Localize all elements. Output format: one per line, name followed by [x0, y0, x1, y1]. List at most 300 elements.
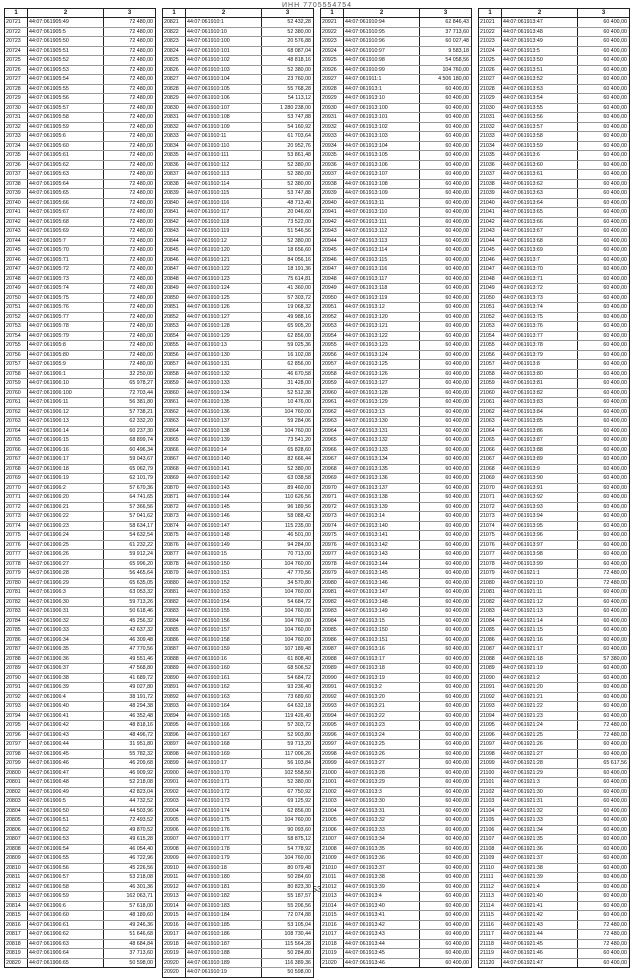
cadastral-value: 73 522,00: [287, 218, 311, 225]
cadastral-number: 44:07:061913:64: [502, 199, 578, 208]
table-row: [163, 949, 313, 959]
cadastral-number: 44:07:061910:122: [186, 265, 262, 274]
row-number: 20769: [5, 474, 28, 483]
cadastral-value: 104 760,00: [442, 66, 469, 73]
row-number: 20722: [5, 28, 28, 37]
cadastral-value: 60 400,00: [603, 912, 627, 918]
cadastral-value: 60 400,00: [603, 503, 627, 510]
table-row: [5, 512, 155, 522]
row-number: 20898: [163, 750, 186, 759]
table-row: [163, 303, 313, 313]
cadastral-value: 60 400,00: [603, 19, 627, 25]
table-row: [5, 474, 155, 484]
cadastral-number: 44:07:061906:56: [28, 864, 104, 873]
table-row: [321, 636, 471, 646]
cadastral-number: 44:07:061905:8: [28, 341, 104, 350]
row-number: 20803: [5, 797, 28, 806]
cadastral-value: 60 400,00: [603, 703, 627, 709]
table-row: [163, 940, 313, 950]
cadastral-value: 57 618,00: [129, 902, 153, 909]
row-number: 20979: [321, 569, 344, 578]
cadastral-value: 52 380,00: [287, 161, 311, 168]
row-number: 20894: [163, 712, 186, 721]
cadastral-number: 44:07:061910:181: [186, 883, 262, 892]
cadastral-value: 72 480,00: [129, 304, 153, 310]
table-row: [321, 332, 471, 342]
table-row: [163, 56, 313, 66]
cadastral-number: 44:07:061921:28: [502, 759, 578, 768]
cadastral-value: 72 480,00: [129, 76, 153, 82]
table-row: [321, 379, 471, 389]
cadastral-number: 44:07:061910:140: [186, 455, 262, 464]
row-number: 20909: [163, 854, 186, 863]
cadastral-value: 60 400,00: [603, 560, 627, 567]
row-number: 20822: [163, 28, 186, 37]
cadastral-value: 50 598,00: [287, 969, 311, 975]
cadastral-number: 44:07:061910:134: [186, 389, 262, 398]
table-row: [163, 427, 313, 437]
table-row: [321, 816, 471, 826]
cadastral-number: 44:07:061913:13: [344, 408, 420, 417]
row-number: 21068: [479, 465, 502, 474]
cadastral-number: 44:07:061910:127: [186, 313, 262, 322]
table-row: [163, 921, 313, 931]
row-number: 21008: [321, 845, 344, 854]
cadastral-value: 20 576,88: [287, 38, 311, 44]
table-row: [479, 151, 629, 161]
row-number: 20912: [163, 883, 186, 892]
cadastral-value: 72 480,00: [129, 95, 153, 101]
table-row: [163, 930, 313, 940]
row-number: 20798: [5, 750, 28, 759]
cadastral-value: 72 480,00: [129, 342, 153, 348]
cadastral-value: 60 400,00: [445, 712, 469, 719]
cadastral-number: 44:07:061910:148: [186, 531, 262, 540]
row-number: 21021: [479, 18, 502, 27]
cadastral-number: 44:07:061910:152: [186, 579, 262, 588]
row-number: 20993: [321, 702, 344, 711]
cadastral-value: 60 400,00: [603, 465, 627, 472]
table-row: [5, 123, 155, 133]
cadastral-number: 44:07:061913:46: [344, 959, 420, 968]
cadastral-number: 44:07:061913:148: [344, 598, 420, 607]
table-row: [321, 579, 471, 589]
row-number: 20807: [5, 835, 28, 844]
row-number: 20942: [321, 218, 344, 227]
table-row: [163, 826, 313, 836]
table-row: [5, 598, 155, 608]
cadastral-number: 44:07:061906:45: [28, 750, 104, 759]
cadastral-value: 59 025,36: [287, 342, 311, 348]
row-number: 20753: [5, 322, 28, 331]
cadastral-value: 60 400,00: [445, 275, 469, 282]
cadastral-value: 60 400,00: [445, 389, 469, 396]
cadastral-number: 44:07:061910:188: [186, 949, 262, 958]
cadastral-value: 45 226,56: [129, 864, 153, 871]
row-number: 21024: [479, 47, 502, 56]
table-row: [5, 199, 155, 209]
cadastral-number: 44:07:061921:39: [502, 873, 578, 882]
row-number: 20926: [321, 66, 344, 75]
row-number: 20820: [5, 959, 28, 968]
table-row: [163, 560, 313, 570]
cadastral-value: 60 400,00: [445, 826, 469, 833]
table-row: [321, 949, 471, 959]
cadastral-number: 44:07:061910:103: [186, 66, 262, 75]
table-row: [163, 37, 313, 47]
cadastral-number: 44:07:061906:20: [28, 493, 104, 502]
cadastral-number: 44:07:061906:61: [28, 921, 104, 930]
row-number: 21093: [479, 702, 502, 711]
cadastral-value: 65 828,60: [287, 446, 311, 453]
cadastral-value: 60 400,00: [445, 484, 469, 491]
row-number: 20983: [321, 607, 344, 616]
cadastral-number: 44:07:061913:72: [502, 284, 578, 293]
cadastral-number: 44:07:061913:50: [502, 56, 578, 65]
cadastral-number: 44:07:061913:54: [502, 94, 578, 103]
column-header: 2: [344, 9, 420, 17]
cadastral-number: 44:07:061910:150: [186, 560, 262, 569]
table-row: [479, 170, 629, 180]
table-row: [479, 436, 629, 446]
cadastral-number: 44:07:061906:31: [28, 607, 104, 616]
row-number: 20865: [163, 436, 186, 445]
cadastral-number: 44:07:061913:121: [344, 322, 420, 331]
cadastral-number: 44:07:061913:129: [344, 398, 420, 407]
cadastral-number: 44:07:061913:43: [344, 930, 420, 939]
cadastral-value: 60 400,00: [603, 323, 627, 329]
cadastral-number: 44:07:061910:132: [186, 370, 262, 379]
cadastral-value: 72 480,00: [129, 323, 153, 329]
cadastral-value: 60 400,00: [603, 47, 627, 54]
table-row: [5, 417, 155, 427]
table-row: [5, 579, 155, 589]
table-row: [479, 161, 629, 171]
table-row: [5, 170, 155, 180]
cadastral-number: 44:07:061913:143: [344, 550, 420, 559]
row-number: 20984: [321, 617, 344, 626]
cadastral-number: 44:07:061913:56: [502, 113, 578, 122]
cadastral-value: 94 284,00: [287, 541, 311, 548]
row-number: 20917: [163, 930, 186, 939]
cadastral-value: 60 400,00: [445, 769, 469, 776]
cadastral-value: 67 750,92: [287, 788, 311, 795]
table-row: [479, 778, 629, 788]
row-number: 20996: [321, 731, 344, 740]
row-number: 20949: [321, 284, 344, 293]
table-row: [5, 721, 155, 731]
row-number: 20915: [163, 911, 186, 920]
table-row: [163, 674, 313, 684]
row-number: 20827: [163, 75, 186, 84]
cadastral-value: 60 400,00: [445, 342, 469, 348]
cadastral-value: 60 400,00: [445, 133, 469, 139]
row-number: 21005: [321, 816, 344, 825]
row-number: 20964: [321, 427, 344, 436]
table-row: [321, 845, 471, 855]
cadastral-value: 54 058,56: [445, 57, 469, 63]
cadastral-value: 72 480,00: [129, 152, 153, 158]
row-number: 20895: [163, 721, 186, 730]
row-number: 20959: [321, 379, 344, 388]
row-number: 20778: [5, 560, 28, 569]
row-number: 20755: [5, 341, 28, 350]
row-number: 20931: [321, 113, 344, 122]
cadastral-number: 44:07:061910:113: [186, 170, 262, 179]
cadastral-value: 60 400,00: [603, 532, 627, 538]
row-number: 20844: [163, 237, 186, 246]
cadastral-number: 44:07:061913:98: [502, 550, 578, 559]
row-number: 21098: [479, 750, 502, 759]
table-row: [163, 693, 313, 703]
cadastral-number: 44:07:061913:47: [502, 18, 578, 27]
table-row: [479, 873, 629, 883]
cadastral-number: 44:07:061910:19: [186, 968, 262, 977]
cadastral-value: 60 400,00: [445, 228, 469, 234]
row-number: 20890: [163, 674, 186, 683]
cadastral-value: 72 480,00: [603, 722, 627, 728]
row-number: 21073: [479, 512, 502, 521]
row-number: 20960: [321, 389, 344, 398]
table-row: [163, 322, 313, 332]
cadastral-value: 46 501,00: [287, 532, 311, 538]
cadastral-value: 61 808,40: [287, 655, 311, 662]
cadastral-value: 60 237,30: [129, 427, 153, 434]
table-row: [479, 455, 629, 465]
cadastral-value: 60 400,00: [603, 427, 627, 434]
cadastral-value: 60 400,00: [445, 142, 469, 149]
cadastral-value: 55 768,28: [287, 85, 311, 92]
row-number: 20775: [5, 531, 28, 540]
row-number: 20902: [163, 788, 186, 797]
cadastral-number: 44:07:061906:54: [28, 845, 104, 854]
table-row: [479, 256, 629, 266]
row-number: 20744: [5, 237, 28, 246]
table-row: [321, 47, 471, 57]
row-number: 20764: [5, 427, 28, 436]
row-number: 20739: [5, 189, 28, 198]
cadastral-number: 44:07:061906:10: [28, 379, 104, 388]
table-row: [479, 427, 629, 437]
table-row: [5, 370, 155, 380]
cadastral-value: 60 400,00: [603, 826, 627, 833]
cadastral-value: 60 400,00: [445, 798, 469, 804]
table-row: [321, 911, 471, 921]
cadastral-number: 44:07:061906:58: [28, 883, 104, 892]
cadastral-value: 60 400,00: [603, 959, 627, 966]
cadastral-value: 60 400,00: [445, 465, 469, 472]
cadastral-number: 44:07:061906:25: [28, 541, 104, 550]
cadastral-number: 44:07:061906:5: [28, 797, 104, 806]
cadastral-value: 60 400,00: [445, 788, 469, 795]
row-number: 21091: [479, 683, 502, 692]
table-row: [321, 322, 471, 332]
table-row: [5, 436, 155, 446]
column-header: 2: [502, 9, 578, 17]
column-header: 3: [127, 10, 132, 16]
row-number: 20963: [321, 417, 344, 426]
table-row: [479, 37, 629, 47]
cadastral-value: 57 041,62: [129, 513, 153, 519]
cadastral-value: 60 400,00: [445, 95, 469, 101]
cadastral-value: 60 400,00: [603, 684, 627, 690]
table-row: [479, 199, 629, 209]
row-number: 20961: [321, 398, 344, 407]
cadastral-number: 44:07:061913:48: [502, 28, 578, 37]
cadastral-number: 44:07:061913:19: [344, 674, 420, 683]
cadastral-number: 44:07:061921:46: [502, 949, 578, 958]
row-number: 20861: [163, 398, 186, 407]
table-row: [5, 189, 155, 199]
table-row: [163, 436, 313, 446]
row-number: 20795: [5, 721, 28, 730]
table-row: [479, 503, 629, 513]
table-row: [5, 66, 155, 76]
row-number: 21023: [479, 37, 502, 46]
table-row: [321, 151, 471, 161]
cadastral-value: 60 400,00: [603, 589, 627, 595]
cadastral-number: 44:07:061913:116: [344, 265, 420, 274]
row-number: 20970: [321, 484, 344, 493]
table-row: [163, 512, 313, 522]
cadastral-value: 60 400,00: [603, 256, 627, 263]
row-number: 20920: [163, 959, 186, 968]
cadastral-number: 44:07:061913:109: [344, 189, 420, 198]
row-number: 21048: [479, 275, 502, 284]
table-row: [321, 18, 471, 28]
cadastral-number: 44:07:061921:31: [502, 797, 578, 806]
cadastral-value: 53 747,88: [287, 114, 311, 120]
table-row: [321, 493, 471, 503]
cadastral-value: 60 400,00: [603, 152, 627, 158]
row-number: 21064: [479, 427, 502, 436]
cadastral-value: 51 646,68: [129, 931, 153, 937]
row-number: 20935: [321, 151, 344, 160]
cadastral-value: 60 400,00: [445, 494, 469, 500]
cadastral-number: 44:07:061913:7: [502, 256, 578, 265]
cadastral-value: 54 632,54: [129, 532, 153, 538]
cadastral-number: 44:07:061913:23: [344, 721, 420, 730]
cadastral-value: 60 400,00: [445, 665, 469, 671]
cadastral-value: 60 400,00: [603, 142, 627, 149]
row-number: 21067: [479, 455, 502, 464]
cadastral-value: 60 400,00: [603, 864, 627, 871]
cadastral-number: 44:07:061905:63: [28, 170, 104, 179]
cadastral-number: 44:07:061906:13: [28, 417, 104, 426]
row-number: 21007: [321, 835, 344, 844]
cadastral-value: 54 684,72: [287, 598, 311, 605]
cadastral-value: 60 400,00: [445, 323, 469, 329]
table-row: [321, 731, 471, 741]
row-number: 21096: [479, 731, 502, 740]
table-row: [479, 332, 629, 342]
table-row: [321, 417, 471, 427]
table-row: [479, 854, 629, 864]
row-number: 20986: [321, 636, 344, 645]
row-number: 21039: [479, 189, 502, 198]
table-row: [163, 845, 313, 855]
table-row: [163, 370, 313, 380]
row-number: 20929: [321, 94, 344, 103]
row-number: 21035: [479, 151, 502, 160]
row-number: 20887: [163, 645, 186, 654]
cadastral-number: 44:07:061913:147: [344, 588, 420, 597]
row-number: 20731: [5, 113, 28, 122]
table-row: [321, 313, 471, 323]
cadastral-value: 61 232,22: [129, 541, 153, 548]
cadastral-value: 72 480,00: [129, 161, 153, 168]
table-row: [321, 28, 471, 38]
table-row: [479, 512, 629, 522]
row-number: 20941: [321, 208, 344, 217]
cadastral-number: 44:07:061913:134: [344, 455, 420, 464]
column-header: 2: [186, 9, 262, 17]
table-row: [321, 123, 471, 133]
table-row: [5, 607, 155, 617]
cadastral-value: 60 400,00: [603, 484, 627, 491]
cadastral-value: 18 656,60: [287, 247, 311, 253]
row-number: 20788: [5, 655, 28, 664]
row-number: 21108: [479, 845, 502, 854]
cadastral-value: 60 400,00: [603, 285, 627, 291]
cadastral-number: 44:07:061913:27: [344, 759, 420, 768]
row-number: 20760: [5, 389, 28, 398]
row-number: 20880: [163, 579, 186, 588]
cadastral-value: 60 400,00: [445, 161, 469, 168]
table-row: [163, 313, 313, 323]
cadastral-number: 44:07:061906:1: [28, 370, 104, 379]
cadastral-value: 60 400,00: [445, 418, 469, 424]
table-row: [479, 702, 629, 712]
row-number: 21055: [479, 341, 502, 350]
cadastral-value: 60 400,00: [445, 636, 469, 643]
row-number: 20918: [163, 940, 186, 949]
cadastral-value: 60 400,00: [603, 304, 627, 310]
table-row: [163, 493, 313, 503]
cadastral-number: 44:07:061906:15: [28, 436, 104, 445]
cadastral-value: 104 760,00: [284, 627, 311, 633]
cadastral-number: 44:07:061910:98: [344, 56, 420, 65]
cadastral-value: 57 303,72: [287, 722, 311, 728]
row-number: 21016: [321, 921, 344, 930]
row-number: 20981: [321, 588, 344, 597]
table-row: [479, 484, 629, 494]
table-row: [321, 474, 471, 484]
cadastral-number: 44:07:061913:127: [344, 379, 420, 388]
cadastral-value: 75 614,81: [287, 275, 311, 282]
table-row: [163, 902, 313, 912]
table-row: [5, 769, 155, 779]
row-number: 20728: [5, 85, 28, 94]
cadastral-number: 44:07:061921:13: [502, 607, 578, 616]
row-number: 20966: [321, 446, 344, 455]
cadastral-value: 60 400,00: [445, 152, 469, 158]
cadastral-value: 104 760,00: [284, 408, 311, 415]
table-row: [5, 265, 155, 275]
cadastral-value: 110 626,56: [284, 494, 311, 500]
row-number: 21004: [321, 807, 344, 816]
row-number: 21053: [479, 322, 502, 331]
cadastral-number: 44:07:061905:51: [28, 47, 104, 56]
table-row: [479, 370, 629, 380]
row-number: 20810: [5, 864, 28, 873]
row-number: 21099: [479, 759, 502, 768]
row-number: 20863: [163, 417, 186, 426]
cadastral-number: 44:07:061910:130: [186, 351, 262, 360]
row-number: 20766: [5, 446, 28, 455]
row-number: 21061: [479, 398, 502, 407]
cadastral-value: 60 400,00: [445, 959, 469, 966]
